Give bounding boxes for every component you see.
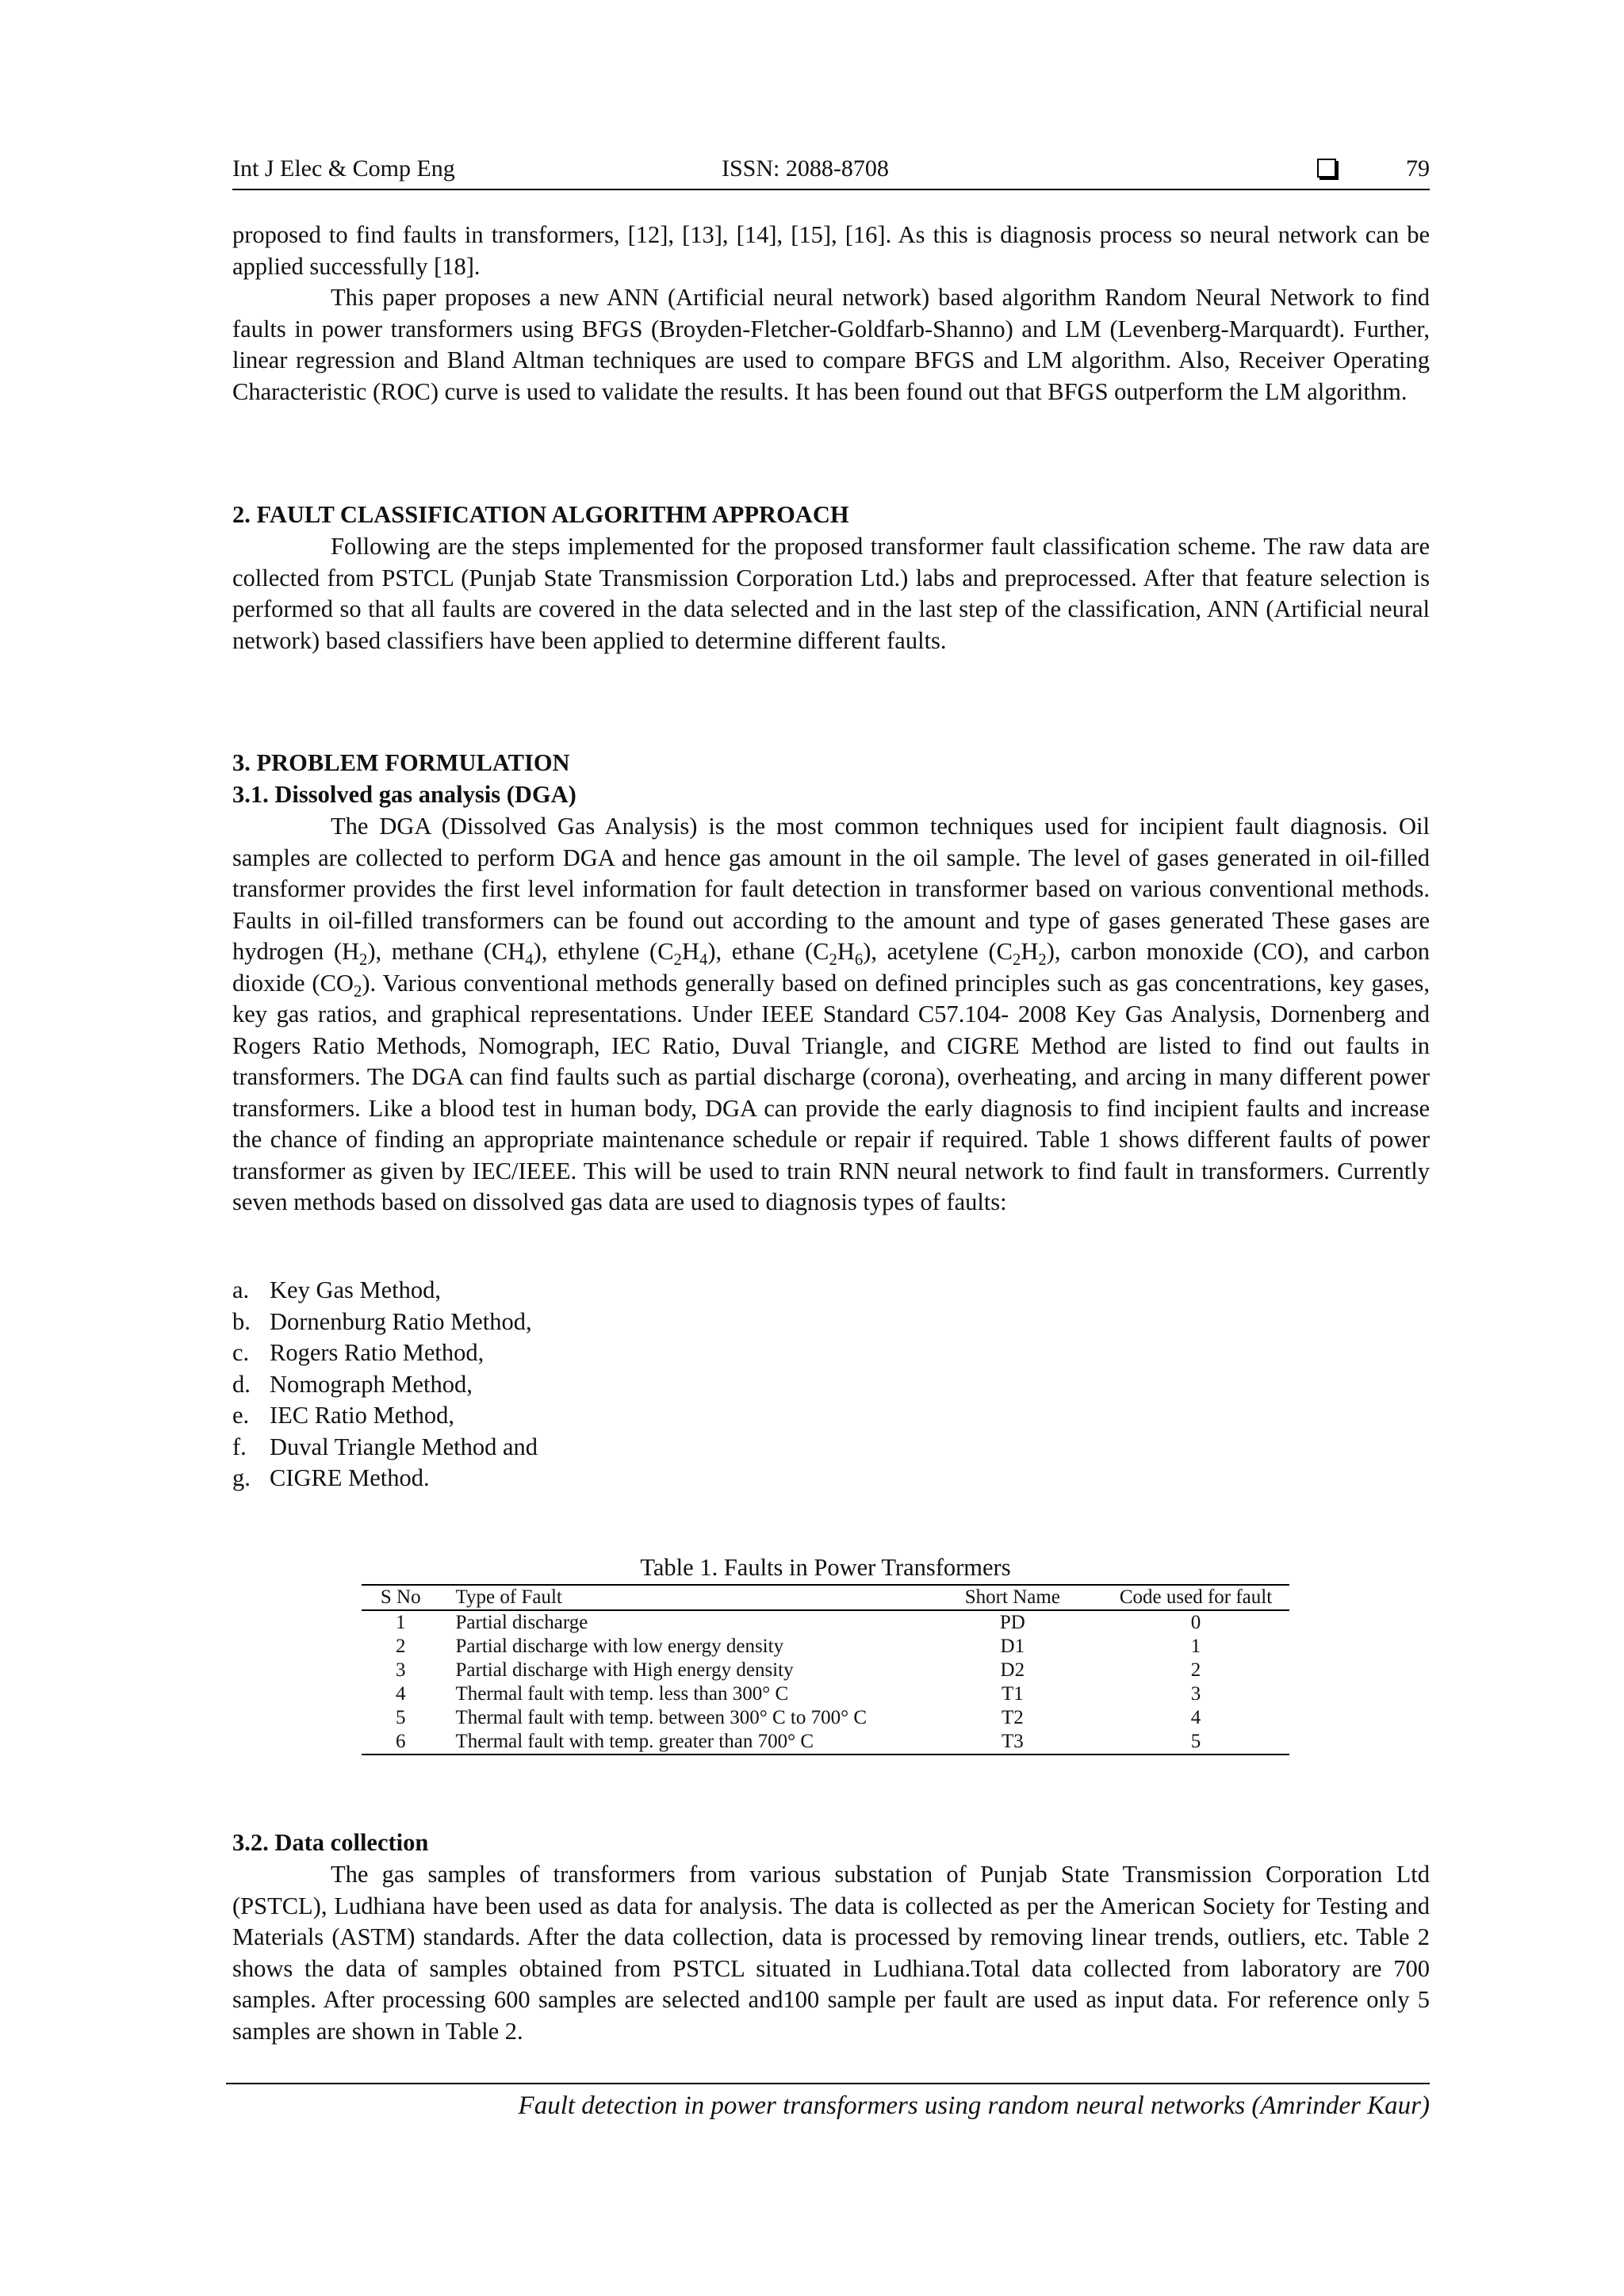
page-number: 79 [1406, 155, 1430, 182]
list-item: d. Nomograph Method, [232, 1370, 473, 1398]
running-header [232, 152, 1430, 190]
table-row: 5 Thermal fault with temp. between 300° C to 700° C T2 4 [396, 1707, 1201, 1728]
subsection-3-1-heading: 3.1. Dissolved gas analysis (DGA) [232, 781, 576, 808]
intro-text [232, 220, 1430, 408]
running-footer: Fault detection in power transformers using random neural networks (Amrinder Kaur) [518, 2091, 1430, 2120]
list-item: f. Duval Triangle Method and [232, 1433, 538, 1460]
dga-paragraph: The DGA (Dissolved Gas Analysis) is the most common techniques used for incipient fault diagnosis. Oil samples are collected to perform DGA and hence gas amount in the oil sample. The level of gases generated in oil-filled transformer provides the first level information for fault detection in transformer based on various conventional methods. Faults in oil-filled transformers can be found out according to the amount and type of gases generated These gases are hydrogen $(H_2)$, methane $(CH_4)$, ethylene $(C_2H_4)$, ethane $(C_2H_6)$, acetylene $(C_2H_2)$, carbon monoxide (CO), and carbon dioxide $(CO_2)$. Various conventional methods generally based on defined principles such as gas concentrations, key gases, key gas ratios, and graphical representations. Under IEEE Standard C57.104- 2008 Key Gas Analysis, Dornenberg and Rogers Ratio Methods, Nomograph, IEC Ratio, Duval Triangle, and CIGRE Method are listed to find out faults in transformers. The DGA can find faults such as partial discharge (corona), overheating, and arcing in many different power transformers. Like a blood test in human body, DGA can provide the early diagnosis to find incipient faults and increase the chance of finding an appropriate maintenance schedule or repair if required. Table 1 shows different faults of power transformer as given by IEC/IEEE. This will be used to train RNN neural network to find fault in transformers. Currently seven methods based on dissolved gas data are used to diagnosis types of faults: [232, 813, 1431, 1215]
list-item: a. Key Gas Method, [232, 1276, 442, 1303]
header-type-of-fault: Type of Fault [440, 1585, 923, 1610]
section-2-text [232, 531, 1430, 656]
intro-paragraph-1: proposed to find faults in transformers, [12], [13], [14], [15], [16]. As this is diagnosis process so neural network can be applied successfully [18]. [232, 221, 1430, 280]
section-2-heading: 2. FAULT CLASSIFICATION ALGORITHM APPROACH [232, 501, 849, 528]
table-row: 2 Partial discharge with low energy density D1 1 [396, 1636, 1201, 1657]
intro-paragraph-2: This paper proposes a new ANN (Artificial neural network) based algorithm Random Neural Network to find faults in power transformers using BFGS (Broyden-Fletcher-Goldfarb-Shanno) and LM (Levenberg-Marquardt). Further, linear regression and Bland Altman techniques are used to compare BFGS and LM algorithm. Also, Receiver Operating Characteristic (ROC) curve is used to validate the results. It has been found out that BFGS outperform the LM algorithm. [232, 284, 1430, 405]
methods-list [232, 1275, 708, 1494]
table-row: 3 Partial discharge with High energy density D2 2 [396, 1659, 1201, 1681]
table-header-row [362, 1585, 1289, 1610]
issn: ISSN: 2088-8708 [722, 155, 889, 182]
table-row: 1 Partial discharge PD 0 [396, 1612, 1201, 1633]
list-item: c. Rogers Ratio Method, [232, 1339, 485, 1366]
table-row: 4 Thermal fault with temp. less than 300° C T1 3 [396, 1683, 1201, 1705]
section-2-paragraph: Following are the steps implemented for the proposed transformer fault classification scheme. The raw data are collected from PSTCL (Punjab State Transmission Corporation Ltd.) labs and preprocessed. After that feature selection is performed so that all faults are covered in the data selected and in the last step of the classification, ANN (Artificial neural network) based classifiers have been applied to determine different faults. [232, 533, 1430, 654]
footer-divider [226, 2083, 1430, 2084]
dga-text [232, 811, 1430, 1219]
list-item: e. IEC Ratio Method, [232, 1402, 454, 1429]
table-1-caption: Table 1. Faults in Power Transformers [640, 1554, 1011, 1581]
subsection-3-2-heading: 3.2. Data collection [232, 1829, 429, 1856]
faults-table [362, 1584, 1289, 1755]
list-item: b. Dornenburg Ratio Method, [232, 1307, 532, 1335]
section-3-heading: 3. PROBLEM FORMULATION [232, 749, 570, 776]
header-sno: S No [362, 1585, 440, 1610]
table-row: 6 Thermal fault with temp. greater than 700° C T3 5 [362, 1730, 1289, 1755]
square-bullet-icon [1317, 159, 1336, 178]
list-item: g. CIGRE Method. [232, 1464, 430, 1491]
header-code: Code used for fault [1102, 1585, 1289, 1610]
journal-name: Int J Elec & Comp Eng [232, 155, 455, 182]
data-collection-text [232, 1859, 1430, 2047]
header-short-name: Short Name [923, 1585, 1102, 1610]
data-collection-paragraph: The gas samples of transformers from various substation of Punjab State Transmission Corporation Ltd (PSTCL), Ludhiana have been used as data for analysis. The data is collected as per the American Society for Testing and Materials (ASTM) standards. After the data collection, data is processed by removing linear trends, outliers, etc. Table 2 shows the data of samples obtained from PSTCL situated in Ludhiana.Total data collected from laboratory are 700 samples. After processing 600 samples are selected and100 sample per fault are used as input data. For reference only 5 samples are shown in Table 2. [232, 1861, 1430, 2045]
